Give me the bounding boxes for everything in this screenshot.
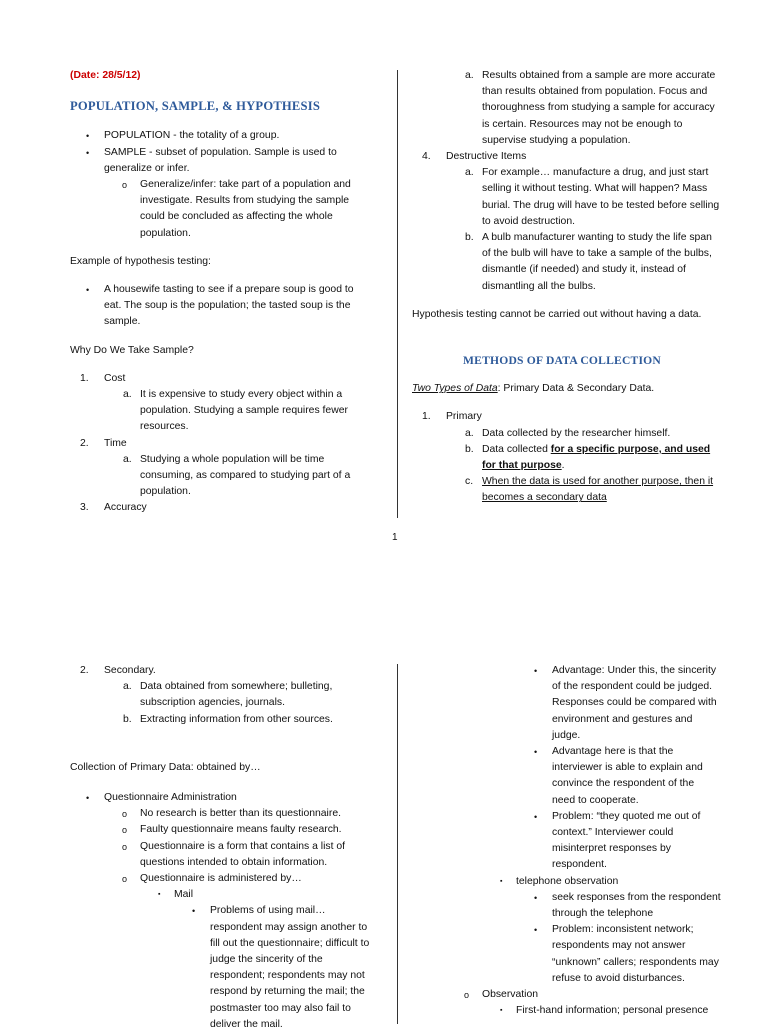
primary-detail-a: [465, 426, 722, 442]
list-item-text: Faulty questionnaire means faulty research.: [140, 824, 342, 836]
reason-label: Accuracy: [104, 502, 147, 514]
two-types-label: Two Types of Data: [412, 383, 498, 395]
list-number: 1.: [422, 411, 431, 423]
circle-bullet-icon: o: [122, 180, 128, 191]
list-letter: a.: [123, 389, 132, 401]
reason-cost-detail: [123, 387, 370, 436]
reason-label: Primary: [446, 411, 482, 423]
reason-time: [80, 436, 370, 452]
why-heading: Why Do We Take Sample?: [70, 344, 194, 356]
list-item: [86, 128, 370, 144]
bullet-icon: •: [86, 131, 90, 142]
bullet-icon: •: [534, 811, 538, 822]
list-item-text: When the data is used for another purpose, then it becomes a secondary data: [482, 476, 714, 504]
reason-label: Destructive Items: [446, 151, 527, 163]
list-item: [534, 922, 732, 987]
collection-heading: Collection of Primary Data: obtained by…: [70, 761, 261, 773]
list-letter: a.: [123, 453, 132, 465]
list-item: [534, 890, 732, 922]
hypothesis-note: Hypothesis testing cannot be carried out without having a data.: [412, 308, 702, 320]
list-item: [122, 871, 380, 887]
circle-bullet-icon: o: [122, 841, 128, 852]
secondary-detail-b: [123, 712, 380, 728]
column-divider: [397, 664, 398, 1024]
bullet-icon: •: [534, 747, 538, 758]
list-item: [122, 177, 370, 242]
two-types-line: [412, 381, 722, 397]
list-item: [122, 806, 380, 822]
secondary-item: [80, 663, 380, 679]
reason-label: Secondary.: [104, 665, 156, 676]
list-item-text: For example… manufacture a drug, and just start selling it without testing. What will happen? Mass burial. The drug will have to be tested before selling to avoid destruction.: [482, 167, 720, 227]
list-item-text: telephone observation: [516, 875, 619, 887]
list-item-text: seek responses from the respondent through the telephone: [552, 891, 721, 920]
list-item-text: POPULATION - the totality of a group.: [104, 130, 280, 142]
list-item-text: Questionnaire is administered by…: [140, 873, 302, 885]
list-item-text: Generalize/infer: take part of a population and investigate. Results from studying the sample could be concluded as affecting the whole population.: [140, 179, 351, 239]
bullet-icon: •: [86, 793, 90, 804]
circle-bullet-icon: o: [122, 809, 128, 820]
list-letter: c.: [465, 476, 474, 488]
page2-left-column: [70, 663, 380, 1033]
primary-detail-b: [465, 442, 722, 474]
reason-accuracy: [80, 500, 370, 516]
list-number: 2.: [80, 437, 89, 449]
list-number: 1.: [80, 372, 89, 384]
list-item: [86, 790, 380, 806]
accuracy-detail: [465, 68, 722, 149]
list-item-text: Data collected by the researcher himself.: [482, 427, 671, 439]
list-item-text: Questionnaire is a form that contains a list of questions intended to obtain information.: [140, 840, 346, 868]
list-item-text: Problem: “they quoted me out of context.” Interviewer could misinterpret responses by respondent.: [552, 810, 701, 871]
reason-cost: [80, 371, 370, 387]
list-item: [500, 1003, 732, 1019]
list-item-text: Problem: inconsistent network; respondents may not answer “unknown” callers; respondents may refuse to avoid disturbances.: [552, 924, 719, 984]
circle-bullet-icon: o: [122, 825, 128, 836]
list-letter: a.: [465, 167, 474, 179]
list-item: [534, 744, 732, 809]
list-item: [464, 987, 732, 1003]
list-letter: a.: [123, 681, 132, 693]
list-item: [122, 839, 380, 871]
bullet-icon: •: [86, 147, 90, 158]
list-letter: b.: [123, 713, 132, 725]
list-item: [192, 903, 380, 1033]
circle-bullet-icon: o: [464, 990, 470, 1001]
list-item-text: Advantage: Under this, the sincerity of the respondent could be judged. Responses could be compared with environment and gestures and judge.: [552, 665, 717, 741]
list-item-text: No research is better than its questionnaire.: [140, 808, 341, 820]
bullet-icon: •: [534, 666, 538, 676]
methods-title: METHODS OF DATA COLLECTION: [463, 354, 661, 368]
list-item-text: SAMPLE - subset of population. Sample is used to generalize or infer.: [104, 146, 337, 174]
list-item: [534, 663, 732, 744]
reason-time-detail: [123, 452, 370, 501]
list-item-text: Problems of using mail… respondent may assign another to fill out the questionnaire; difficult to judge the sincerity of the respondent; respondents may not respond by returning the mail; the postmaster too may also fail to deliver the mail.: [210, 905, 370, 1030]
list-item-text: Mail: [174, 889, 194, 901]
square-bullet-icon: ▪: [500, 1007, 503, 1015]
emphasized-text: for a specific purpose, and used for that purpose: [482, 443, 711, 472]
list-item-text: It is expensive to study every object within a population. Studying a sample requires fewer resources.: [140, 389, 348, 433]
list-item: [122, 822, 380, 838]
date-label: (Date: 28/5/12): [70, 70, 141, 81]
list-item-text: Observation: [482, 989, 539, 1001]
primary-item: [422, 409, 722, 425]
list-number: 3.: [80, 502, 89, 514]
column-divider: [397, 70, 398, 518]
list-number: 2.: [80, 665, 89, 676]
text-prefix: Data collected: [482, 443, 551, 455]
destructive-detail-b: [465, 230, 722, 295]
destructive-detail-a: [465, 165, 722, 230]
example-heading: Example of hypothesis testing:: [70, 255, 211, 267]
list-item-text: A bulb manufacturer wanting to study the life span of the bulb will have to take a sample of the bulbs, dismantle (if needed) and study it, instead of dismantling all the bulbs.: [482, 232, 712, 292]
page1-right-column: [412, 68, 722, 507]
reason-label: Cost: [104, 372, 126, 384]
list-item: [86, 145, 370, 177]
text-suffix: .: [561, 460, 565, 472]
list-item-text: Questionnaire Administration: [104, 792, 237, 804]
list-letter: b.: [465, 232, 474, 244]
list-letter: a.: [465, 427, 474, 439]
bullet-icon: •: [534, 892, 538, 903]
list-letter: a.: [465, 70, 474, 81]
bullet-icon: •: [534, 925, 538, 936]
reason-destructive: [422, 149, 722, 165]
list-item-text: Studying a whole population will be time consuming, as compared to studying part of a population.: [140, 453, 351, 498]
page-number: 1: [392, 532, 398, 543]
list-item: [534, 809, 732, 874]
primary-detail-c: [465, 474, 722, 506]
list-item: [86, 282, 370, 331]
list-item-text: Advantage here is that the interviewer is able to explain and convince the respondent of the need to cooperate.: [552, 746, 703, 806]
list-item-text: First-hand information; personal presence: [516, 1005, 709, 1017]
list-item-text: Extracting information from other sources.: [140, 713, 333, 725]
section-title: POPULATION, SAMPLE, & HYPOTHESIS: [70, 99, 321, 114]
square-bullet-icon: ▪: [158, 891, 161, 899]
list-item-text: Data obtained from somewhere; bulleting, subscription agencies, journals.: [140, 681, 333, 709]
list-item: [500, 874, 732, 890]
circle-bullet-icon: o: [122, 874, 128, 885]
reason-label: Time: [104, 437, 127, 449]
square-bullet-icon: ▪: [500, 877, 503, 885]
bullet-icon: •: [86, 285, 90, 296]
list-item-text: A housewife tasting to see if a prepare soup is good to eat. The soup is the population; the tasted soup is the sample.: [104, 284, 354, 328]
page2-right-column: [412, 663, 732, 1019]
bullet-icon: •: [192, 906, 196, 917]
list-item: [158, 887, 380, 903]
list-letter: b.: [465, 443, 474, 455]
list-number: 4.: [422, 151, 431, 163]
list-item-text: [482, 442, 722, 474]
page1-left-column: [70, 68, 370, 517]
two-types-rest: : Primary Data & Secondary Data.: [497, 383, 655, 395]
secondary-detail-a: [123, 679, 380, 711]
document-page-2: [0, 640, 768, 1030]
list-item-text: Results obtained from a sample are more accurate than results obtained from population. Focus and thoroughness from studying a sample for accuracy is certain. Resources may not be enough to supervise studying a population.: [482, 70, 716, 146]
